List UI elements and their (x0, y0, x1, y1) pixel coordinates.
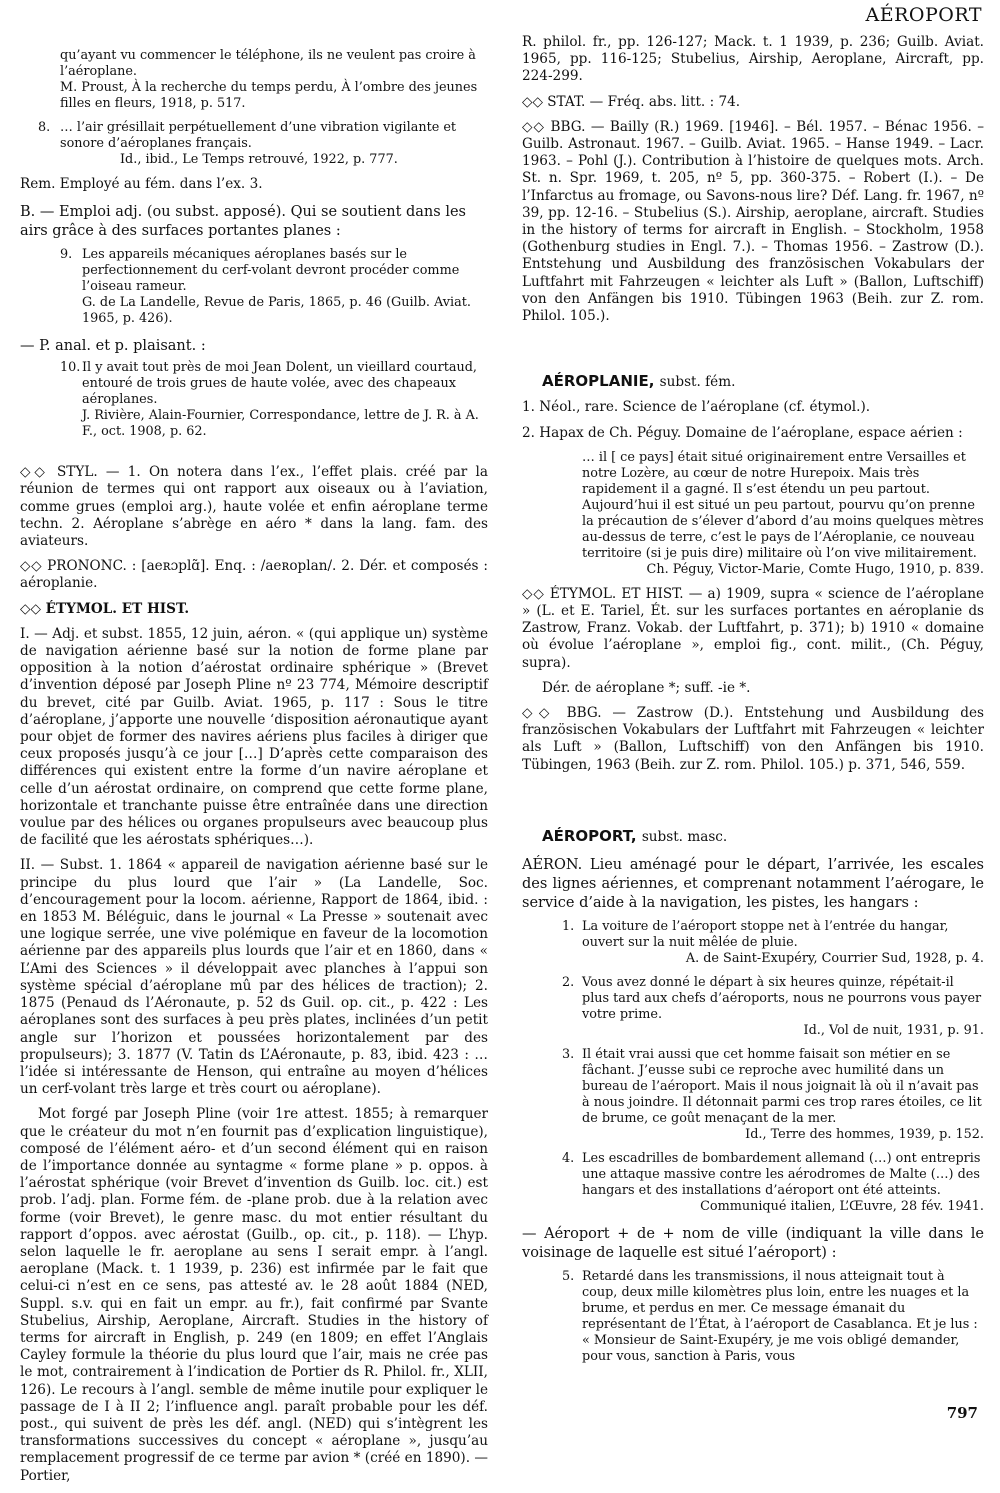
quote-source: Ch. Péguy, Victor-Marie, Comte Hugo, 1910, p. 839. (646, 561, 984, 577)
sense-b-heading: B. — Emploi adj. (ou subst. apposé). Qui se soutient dans les airs grâce à des surfaces portantes planes : (20, 204, 466, 240)
aeroplanie-etymol: ◇◇ ÉTYMOL. ET HIST. — a) 1909, supra « science de l’aéroplane » (L. et E. Tariel, Ét. sur les surfaces portantes en aéroplanie ds Zastrow, Franz. Vokab. der Luftfahrt, p. 371); b) 1910 « domaine où évolue l’aéroplane », emploi fig., cont. milit., (Ch. Péguy, supra). (522, 585, 984, 671)
aeroplanie-derivation: Dér. de aéroplane *; suff. -ie *. (542, 679, 751, 696)
part-of-speech: subst. masc. (641, 828, 728, 845)
etymol-part-1: I. — Adj. et subst. 1855, 12 juin, aéron. « (qui applique un) système de navigation aérienne basé sur la notion de forme plane par opposition à la notion d’aérostat ordinaire sphérique » (Brevet d’invention déposé par Joseph Pline nº 23 774, Mémoire descriptif du brevet, cité par Guilb. Aviat. 1965, p. 117 : Sous le titre d’aéroplane, j’apporte une nouvelle ‘disposition aéronautique ayant pour objet de former des navires aériens plus faciles à diriger que ceux proposés jusqu’à ce jour […] D’après cette comparaison des différences qui existent entre la forme d’un navire aéroplane et celle d’un aérostat ordinaire, on comprend que cette forme plane, horizontale et tranchante puisse être entraînée dans une direction voulue par des hélices ou organes propulseurs avec beaucoup plus de facilité que les aérostats sphériques…). (20, 625, 488, 849)
quote-3 (522, 1047, 984, 1143)
sub-sense-heading: — P. anal. et p. plaisant. : (20, 338, 206, 355)
headword: AÉROPORT, (542, 826, 637, 845)
quote-9 (20, 247, 488, 327)
remark: Rem. Employé au fém. dans l’ex. 3. (20, 176, 263, 192)
definition-1: 1. Néol., rare. Science de l’aéroplane (cf. étymol.). (522, 399, 871, 416)
stat-section: ◇◇ STAT. — Fréq. abs. litt. : 74. (522, 93, 741, 110)
headword: AÉROPLANIE, (542, 372, 655, 391)
quote-source: J. Rivière, Alain-Fournier, Correspondance, lettre de J. R. à A. F., oct. 1908, p. 62. (82, 408, 479, 440)
quote-1 (522, 919, 984, 967)
quote-2 (522, 975, 984, 1039)
styl-section: ◇◇ STYL. — 1. On notera dans l’ex., l’effet plais. créé par la réunion de termes qui ont rapport aux oiseaux ou à l’aviation, comme grues (emploi arg.), haute volée et enfin aéroplane terme techn. 2. Aéroplane s’abrège en aéro * dans la lang. fam. des aviateurs. (20, 464, 488, 550)
quote-source: A. de Saint-Exupéry, Courrier Sud, 1928, p. 4. (685, 951, 984, 967)
quote-number: 3. (562, 1047, 575, 1063)
quote-5 (522, 1269, 984, 1365)
prononc-section: ◇◇ PRONONC. : [aeʀɔplɑ̃]. Enq. : /aeʀoplan/. 2. Dér. et composés : aéroplanie. (20, 558, 488, 592)
quote-source: Id., Vol de nuit, 1931, p. 91. (803, 1023, 984, 1039)
left-column (20, 48, 488, 1493)
quote-number: 4. (562, 1151, 575, 1167)
quote-text: Les escadrilles de bombardement allemand (…) ont entrepris une attaque massive contre les aérodromes de Malte (…) des hangars et des installations d’aéroport ont été atteints. (582, 1151, 981, 1199)
quote-number: 8. (38, 120, 51, 135)
quote-number: 1. (562, 919, 575, 935)
quote-source: Id., ibid., Le Temps retrouvé, 1922, p. 777. (120, 152, 398, 167)
quote-text: … il [ ce pays] était situé originairement entre Versailles et notre Lozère, au cœur de notre Hurepoix. Mais très rapidement il a gagné. Il s’est étendu un peu partout. Aujourd’hui il est situé un peu partout, pourvu qu’on prenne la précaution de s’élever d’abord d’au moins quelques mètres au-dessus de terre, c’est le pays de l’Aéroplanie, ce nouveau territoire (si je puis dire) militaire où l’on vive militairement. (582, 449, 984, 561)
quote-text: Retardé dans les transmissions, il nous atteignait tout à coup, deux mille kilomètres plus loin, entre les nuages et la brume, et perdus en mer. Ce message émanait du représentant de l’État, à l’aéroport de Casablanca. Et je lus : « Monsieur de Saint-Exupéry, je me vois obligé demander, pour vous, sanction à Paris, vous (582, 1269, 978, 1365)
quote-text: Les appareils mécaniques aéroplanes basés sur le perfectionnement du cerf-volant devront procéder comme l’oiseau rameur. (82, 247, 460, 295)
etymol-heading: ◇◇ ÉTYMOL. ET HIST. (20, 600, 190, 617)
part-of-speech: subst. fém. (659, 374, 736, 391)
quote-8 (20, 120, 488, 168)
etymol-word-formation: Mot forgé par Joseph Pline (voir 1re attest. 1855; à remarquer que le créateur du mot n’en fournit pas d’explication linguistique), composé de l’élément aéro- et d’un second élément qui en raison de l’importance donnée au syntagme « forme plane » p. oppos. à l’aérostat sphérique (voir Brevet d’invention ds Guilb. loc. cit.) est prob. l’adj. plan. Forme fém. de -plane prob. due à la relation avec forme (voir Brevet), le genre masc. du mot entier résultant du rapport d’oppos. avec aérostat (Guilb., op. cit., p. 118). — L’hyp. selon laquelle le fr. aeroplane au sens I serait empr. à l’angl. aeroplane (Mack. t. 1 1939, p. 236) est infirmée par le fait que celui-ci n’est en ce sens, pas attesté av. le 28 août 1884 (NED, Suppl. s.v. qui en fait un empr. au fr.), fait confirmé par Svante Stubelius, Airship, Aeroplane, Aircraft. Studies in the history of terms for aircraft in English, p. 249 (en 1809; en effet l’Anglais Cayley formule la théorie du plus lourd que l’air, mais ne crée pas le mot, contrairement à l’indication de Portier ds R. Philol. fr., XLII, 126). Le recours à l’angl. semble de même inutile pour expliquer le passage de I à II 2; l’influence angl. paraît probable pour les déf. post., qui suivent de près les déf. angl. (NED) qui s’intègrent les transformations successives du concept « aéroplane », jusqu’au remplacement progressif de ce terme par avion * (créé en 1890). — Portier, (20, 1106, 488, 1484)
quote-text: Vous avez donné le départ à six heures quinze, répétait-il plus tard aux chefs d’aéroports, nous ne pourrons vous payer votre prime. (582, 975, 982, 1023)
quote-text: Il y avait tout près de moi Jean Dolent, un vieillard courtaud, entouré de trois grues de haute volée, avec des chapeaux aéroplanes. (82, 360, 477, 408)
aeroport-sub-sense: — Aéroport + de + nom de ville (indiquant la ville dans le voisinage de laquelle est situé l’aéroport) : (522, 1226, 984, 1262)
quote-4 (522, 1151, 984, 1215)
quote-number: 2. (562, 975, 575, 991)
etymol-part-2: II. — Subst. 1. 1864 « appareil de navigation aérienne basé sur le principe du plus lourd que l’air » (La Landelle, Soc. d’encouragement pour la locom. aérienne, Rapport de 1864, ibid. : en 1853 M. Béléguic, dans le journal « La Presse » soutenait avec une logique serrée, une vive polémique en faveur de la locomotion aérienne par des appareils plus lourds que l’air et en 1860, dans « L’Ami des Sciences » il développait avec planches à l’appui son système spécial d’aéroplane mû par des hélices de traction); 2. 1875 (Penaud ds l’Aéronaute, p. 52 ds Guil. op. cit., p. 422 : Les aéroplanes sont des surfaces à peu près plates, inclinées d’un petit angle sur l’horizon et poussées horizontalement par des propulseurs); 3. 1877 (V. Tatin ds L’Aéronaute, p. 83, ibid. 423 : … l’idée si intéressante de Henson, qui entraîne au moyen d’hélices un cerf-volant très large et très court ou aéroplane). (20, 857, 488, 1098)
quote-text: Il était vrai aussi que cet homme faisait son métier en se fâchant. J’eusse subi ce reproche avec humilité dans un bureau de l’aéroport. Mais il nous joignait là où il n’avait pas à nous joindre. Il détonnait parmi ces trop rares étoiles, ce lit de brume, ce goût menaçant de la mer. (582, 1047, 982, 1127)
quote-text: qu’ayant vu commencer le téléphone, ils ne veulent pas croire à l’aéroplane. (60, 48, 476, 79)
right-column (522, 34, 984, 1373)
quote-text: La voiture de l’aéroport stoppe net à l’entrée du hangar, ouvert sur la nuit mêlée de pluie. (582, 919, 949, 951)
quote-source: M. Proust, À la recherche du temps perdu, À l’ombre des jeunes filles en fleurs, 1918, p. 517. (60, 80, 478, 111)
bibliography-section: ◇◇ BBG. — Bailly (R.) 1969. [1946]. – Bél. 1957. – Bénac 1956. – Guilb. Astronaut. 1967. – Guilb. Aviat. 1965. – Hanse 1949. – Lacr. 1963. – Pohl (J.). Contribution à l’histoire de quelques mots. Arch. St. n. Spr. 1969, t. 205, nº 5, pp. 360-375. – Robert (I.). – De l’Infarctus au fromage, ou Savons-nous lire? Déf. Lang. fr. 1967, nº 39, pp. 12-16. – Stubelius (S.). Airship, aeroplane, aircraft. Studies in the history of terms for aircraft in English. – Stockholm, 1958 (Gothenburg studies in Engl. 7.). – Thomas 1956. – Zastrow (D.). Entstehung und Ausbildung des französischen Vokabulars der Luftfahrt mit Fahrzeugen « leichter als Luft » (Ballon, Luftschiff) von den Anfängen bis 1910. Tübingen 1963 (Beih. zur Z. rom. Philol. 105.). (522, 118, 984, 325)
quote-10 (20, 360, 488, 440)
quote-source: Id., Terre des hommes, 1939, p. 152. (745, 1127, 984, 1143)
quote-number: 5. (562, 1269, 575, 1285)
quote-text: … l’air grésillait perpétuellement d’une vibration vigilante et sonore d’aéroplanes français. (60, 120, 457, 151)
running-head: AÉROPORT (865, 4, 982, 26)
quote-number: 10. (60, 360, 81, 376)
aeroplanie-bibliography: ◇◇ BBG. — Zastrow (D.). Entstehung und Ausbildung des französischen Vokabulars der Luftfahrt mit Fahrzeugen « leichter als Luft » (Ballon, Luftschiff) von den Anfängen bis 1910. Tübingen, 1963 (Beih. zur Z. rom. Philol. 105.) p. 371, 546, 559. (522, 705, 984, 773)
etymol-continuation: R. philol. fr., pp. 126-127; Mack. t. 1 1939, p. 236; Guilb. Aviat. 1965, pp. 116-125; Stubelius, Airship, Aeroplane, Aircraft, pp. 224-299. (522, 34, 984, 85)
quote-number: 9. (60, 247, 73, 263)
quote-source: G. de La Landelle, Revue de Paris, 1865, p. 46 (Guilb. Aviat. 1965, p. 426). (82, 295, 471, 327)
definition-2: 2. Hapax de Ch. Péguy. Domaine de l’aéroplane, espace aérien : (522, 424, 963, 441)
entry-title-aeroport (542, 828, 984, 846)
aeroport-definition: AÉRON. Lieu aménagé pour le départ, l’arrivée, les escales des lignes aériennes, et comprenant notamment l’aérogare, le service d’aide à la navigation, les pistes, les hangars : (522, 857, 984, 912)
quote-peguy (522, 450, 984, 578)
quote-source: Communiqué italien, L’Œuvre, 28 fév. 1941. (700, 1199, 984, 1215)
quote-continuation (20, 48, 488, 112)
entry-title-aeroplanie (542, 373, 984, 391)
page-number: 797 (946, 1404, 978, 1422)
